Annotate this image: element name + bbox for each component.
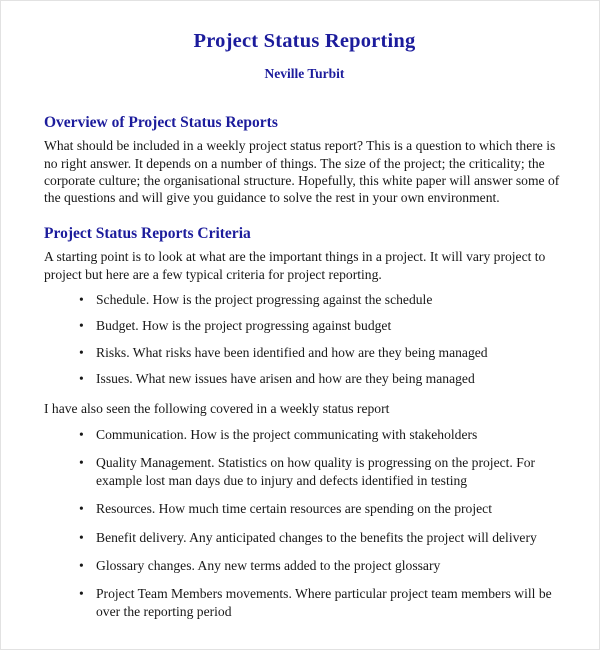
list-item-text: Budget. How is the project progressing against budget xyxy=(96,318,392,334)
bullet-icon: • xyxy=(79,344,84,360)
list-item xyxy=(44,317,565,334)
bullet-icon: • xyxy=(79,371,84,387)
section-paragraph-overview: What should be included in a weekly project status report? This is a question to which there is no right answer. It depends on a number of things. The size of the project; the criticality; the corporate culture; the organisational structure. Hopefully, this white paper will answer some of the questions and will give you guidance to solve the rest in your own environment. xyxy=(44,138,560,206)
list-item-text: Glossary changes. Any new terms added to the project glossary xyxy=(96,558,441,574)
list-item xyxy=(44,557,565,574)
section-heading-overview: Overview of Project Status Reports xyxy=(44,113,278,131)
list-item xyxy=(44,426,565,443)
additional-criteria-lead-in: I have also seen the following covered in a weekly status report xyxy=(44,400,390,416)
bullet-icon: • xyxy=(79,291,84,307)
list-item-text: Issues. What new issues have arisen and how are they being managed xyxy=(96,371,475,387)
list-item-text: Communication. How is the project communicating with stakeholders xyxy=(96,427,478,442)
bullet-icon: • xyxy=(79,529,84,545)
bullet-icon: • xyxy=(79,318,84,334)
list-item xyxy=(44,585,565,620)
list-item-text: Benefit delivery. Any anticipated changes to the benefits the project will delivery xyxy=(96,529,537,545)
bullet-icon: • xyxy=(79,558,84,574)
list-item xyxy=(44,529,565,546)
bullet-icon: • xyxy=(79,455,84,471)
additional-criteria-bullet-list xyxy=(44,426,565,620)
bullet-icon: • xyxy=(79,427,84,442)
list-item-text: Project Team Members movements. Where particular project team members will be over the reporting period xyxy=(96,586,552,619)
document-content xyxy=(1,1,599,620)
section-heading-criteria: Project Status Reports Criteria xyxy=(44,224,251,242)
list-item-text: Schedule. How is the project progressing against the schedule xyxy=(96,291,433,307)
section-paragraph-criteria: A starting point is to look at what are the important things in a project. It will vary project to project but here are a few typical criteria for project reporting. xyxy=(44,249,546,282)
list-item xyxy=(44,370,565,387)
list-item xyxy=(44,291,565,308)
list-item-text: Resources. How much time certain resources are spending on the project xyxy=(96,501,492,517)
document-author: Neville Turbit xyxy=(264,65,345,81)
list-item xyxy=(44,344,565,361)
bullet-icon: • xyxy=(79,501,84,517)
list-item-text: Quality Management. Statistics on how quality is progressing on the project. For example lost man days due to injury and defects identified in testing xyxy=(96,455,536,488)
criteria-bullet-list xyxy=(44,291,565,388)
list-item xyxy=(44,500,565,517)
document-title: Project Status Reporting xyxy=(193,30,416,52)
list-item-text: Risks. What risks have been identified and how are they being managed xyxy=(96,344,488,360)
list-item xyxy=(44,454,565,489)
bullet-icon: • xyxy=(79,586,84,602)
